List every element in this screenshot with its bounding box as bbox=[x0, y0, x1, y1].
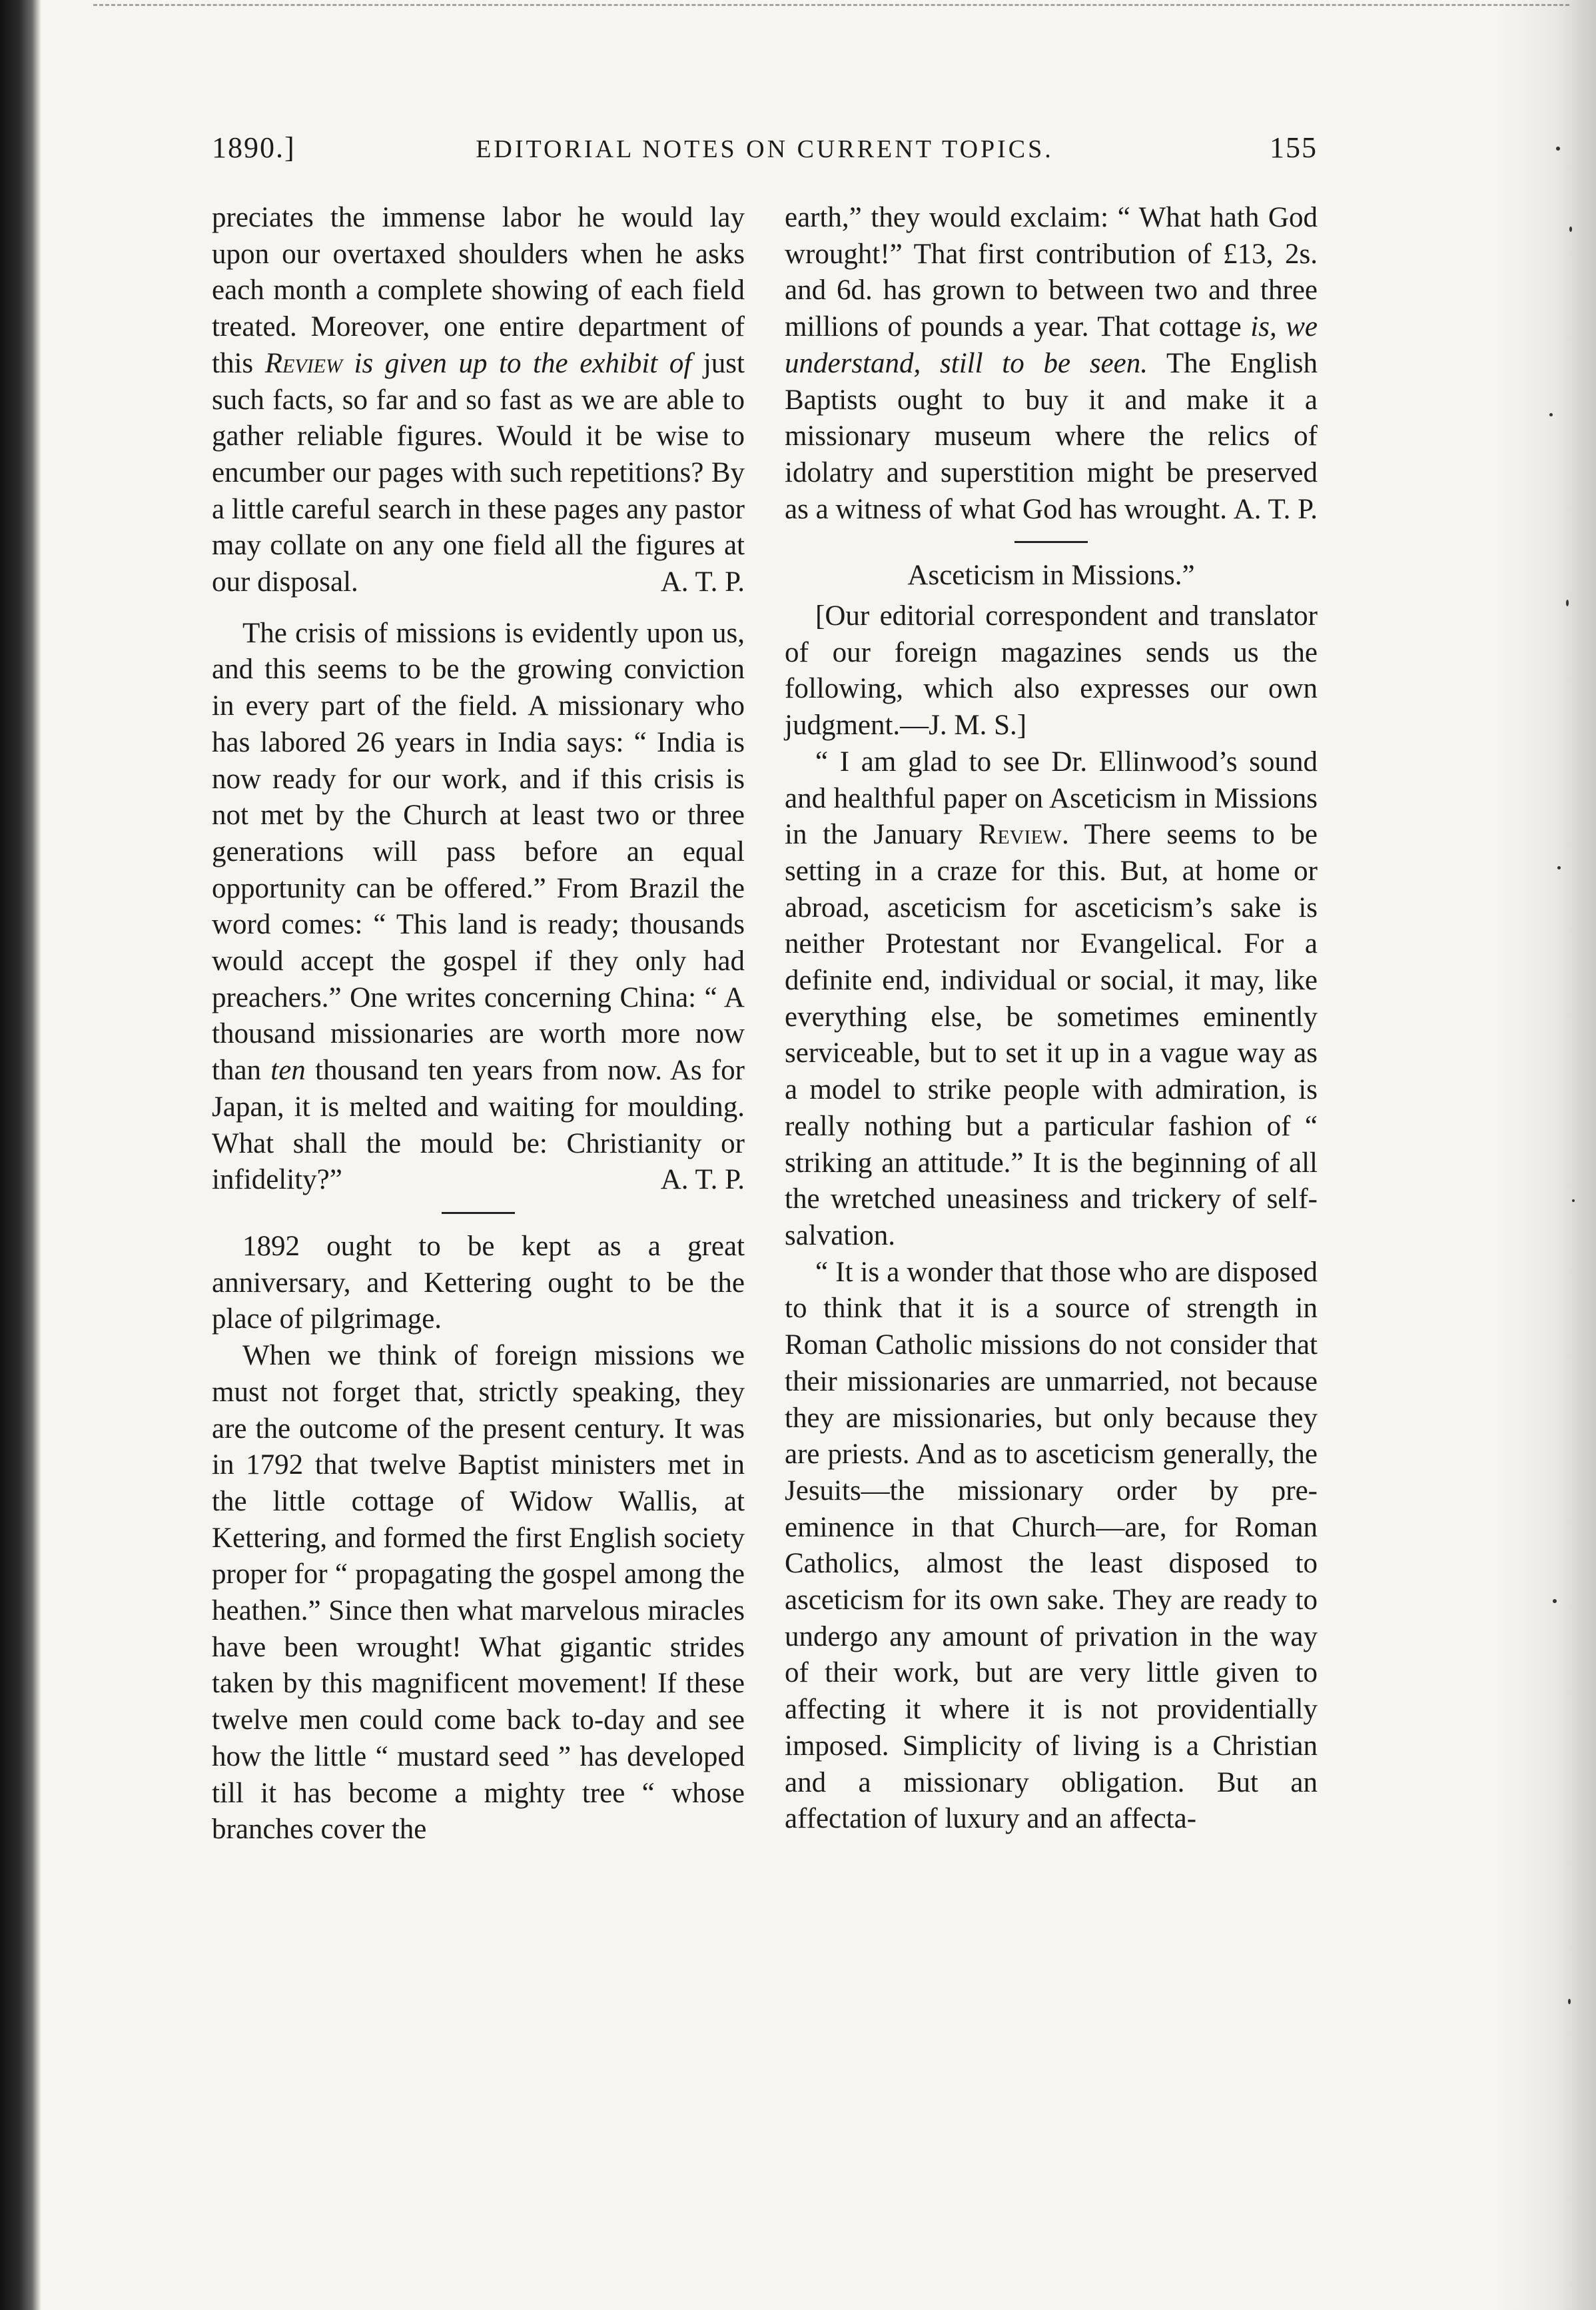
left-paragraph-2 bbox=[212, 616, 745, 1199]
quote1-review: Review bbox=[978, 819, 1062, 851]
right-paragraph-1 bbox=[785, 200, 1318, 528]
left-paragraph-4: When we think of foreign missions we must not forget that, strictly speaking, they are the outcome of the present century. It was in 1792 that twelve Baptist ministers met in the little cottage of Widow Wallis, at Kettering, and formed the first English society proper for “ propagating the gospel among the heathen.” Since then what marvelous miracles have been wrought! What gigantic strides taken by this magnificent movement! If these twelve men could come back to-day and see how the little “ mustard seed ” has developed till it has become a mighty tree “ whose branches cover the bbox=[212, 1340, 745, 1846]
scan-specks bbox=[1543, 133, 1583, 2132]
header-title: EDITORIAL NOTES ON CURRENT TOPICS. bbox=[476, 135, 1054, 163]
left-p2-text-b: thousand ten years from now. As for Japan, it is melted and waiting for moulding. What shall the mould be: Christianity or infidelity?” bbox=[212, 1055, 745, 1196]
left-p1-signature: A. T. P. bbox=[660, 566, 745, 598]
left-p1-text-a: preciates the immense labor he would lay upon our overtaxed shoulders when he asks each month a complete showing of each field treated. Moreover, one entire department of this bbox=[212, 202, 745, 379]
left-paragraph-3: 1892 ought to be kept as a great anniversary, and Kettering ought to be the place of pilgrimage. bbox=[212, 1230, 745, 1335]
left-p2-signature: A. T. P. bbox=[660, 1164, 745, 1196]
quote-paragraph-2: “ It is a wonder that those who are disposed to think that it is a source of strength in Roman Catholic missions do not consider that their missionaries are unmarried, not because they are missionaries, but only because they are priests. And as to asceticism generally, the Jesuits—the missionary order by pre-eminence in that Church—are, for Roman Catholics, almost the least disposed to asceticism for its own sake. They are ready to undergo any amount of privation in the way of their work, but are very little given to affecting it where it is not providentially imposed. Simplicity of living is a Christian and a missionary obligation. But an affectation of luxury and an affecta- bbox=[785, 1256, 1318, 1835]
editorial-intro: [Our editorial correspondent and translator of our foreign magazines sends us the following, which also expresses our own judgment.—J. M. S.] bbox=[785, 600, 1318, 742]
top-scan-rule bbox=[93, 4, 1569, 8]
section-divider bbox=[1014, 541, 1088, 543]
running-header bbox=[212, 131, 1318, 171]
section-heading: Asceticism in Missions.” bbox=[907, 560, 1195, 592]
left-p1-review: Review bbox=[264, 347, 342, 379]
left-paragraph-1 bbox=[212, 200, 745, 601]
right-p1-italic: is, we understand, still to be seen. bbox=[785, 311, 1318, 379]
page-binding-edge bbox=[0, 0, 41, 2310]
left-p2-text-a: The crisis of missions is evidently upon us, and this seems to be the growing conviction in every part of the field. A missionary who has labored 26 years in India says: “ India is now ready for our work, and if this crisis is not met by the Church at least two or three generations will pass before an equal opportunity can be offered.” From Brazil the word comes: “ This land is ready; thousands would accept the gospel if they only had preachers.” One writes concerning China: “ A thousand missionaries are worth more now than bbox=[212, 617, 745, 1087]
quote1-text-a: “ I am glad to see Dr. Ellinwood’s sound and healthful paper on Asceticism in Missions in the January bbox=[785, 746, 1318, 851]
left-p1-text-b: just such facts, so far and so fast as we are able to gather reliable figures. Would it be wise to encumber our pages with such repetitions? By a little careful search in these pages any pastor may collate on any one field all the figures at our disposal. bbox=[212, 347, 745, 598]
page-number: 155 bbox=[1270, 131, 1318, 164]
left-p2-italic: ten bbox=[270, 1055, 306, 1087]
right-p1-text-b: The English Baptists ought to buy it and make it a missionary museum where the relics of idolatry and superstition might be preserved as a witness of what God has wrought. bbox=[785, 347, 1318, 525]
quote-paragraph-1 bbox=[785, 744, 1318, 1255]
right-column bbox=[785, 200, 1318, 1838]
left-p1-italic: is given up to the exhibit of bbox=[342, 347, 692, 379]
right-p1-signature: A. T. P. bbox=[1233, 493, 1318, 525]
left-column bbox=[212, 200, 745, 1848]
section-divider bbox=[442, 1212, 515, 1214]
header-year: 1890.] bbox=[212, 131, 296, 164]
quote1-text-b: . There seems to be setting in a craze for this. But, at home or abroad, asceticism for asceticism’s sake is neither Protestant nor Evangelical. For a definite end, individual or social, it may, like everything else, be sometimes eminently serviceable, but to set it up in a vague way as a model to strike people with admiration, is really nothing but a particular fashion of “ striking an attitude.” It is the beginning of all the wretched uneasiness and trickery of self-salvation. bbox=[785, 819, 1318, 1251]
right-p1-text-a: earth,” they would exclaim: “ What hath God wrought!” That first contribution of £13, 2s. and 6d. has grown to between two and three millions of pounds a year. That cottage bbox=[785, 202, 1318, 343]
